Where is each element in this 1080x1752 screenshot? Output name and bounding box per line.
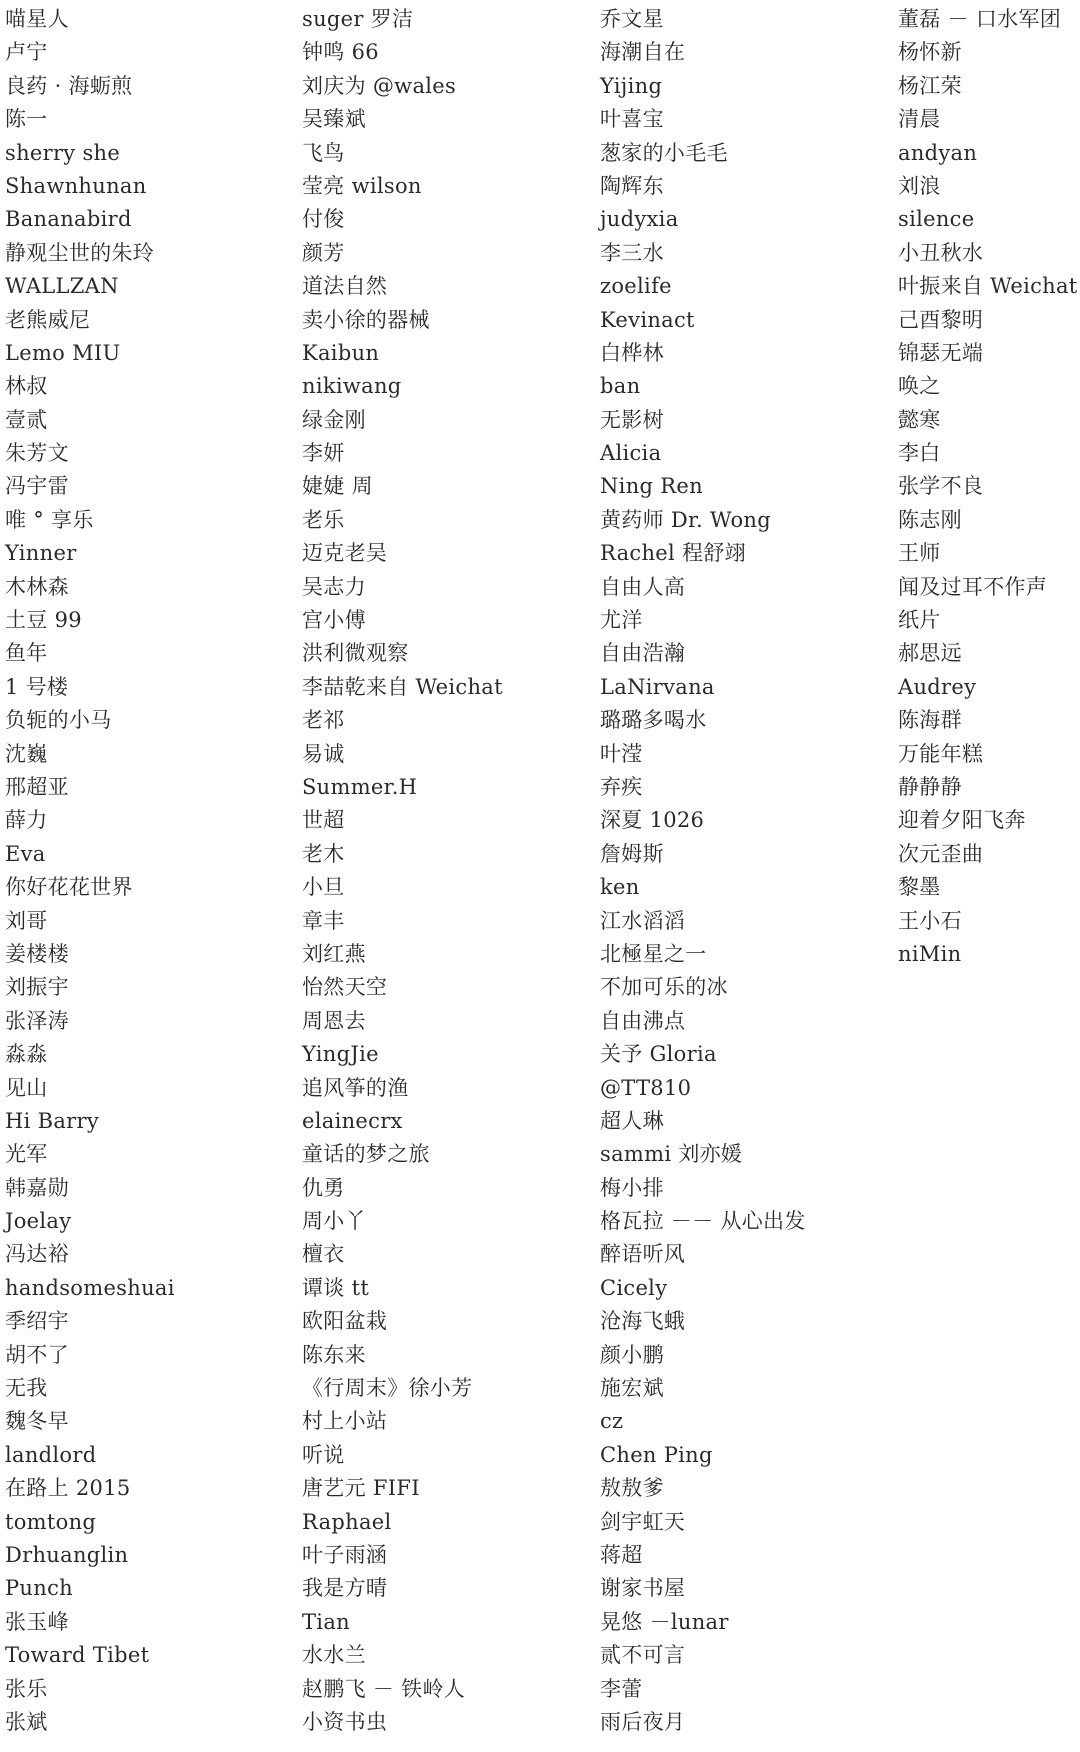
list-item: 林叔 bbox=[5, 374, 48, 399]
list-item: 周小丫 bbox=[302, 1209, 366, 1234]
list-item: 叶子雨涵 bbox=[302, 1542, 388, 1567]
list-item: 道法自然 bbox=[302, 274, 388, 299]
list-item: 万能年糕 bbox=[898, 741, 984, 766]
list-item: 尤洋 bbox=[600, 608, 643, 633]
list-item: 姜楼楼 bbox=[5, 941, 69, 966]
list-item: 迈克老吴 bbox=[302, 541, 388, 566]
list-item: 陈一 bbox=[5, 107, 48, 132]
list-item: 莹亮 wilson bbox=[302, 173, 422, 198]
list-item: 叶振来自 Weichat bbox=[898, 274, 1078, 299]
list-item: 黎墨 bbox=[898, 875, 941, 900]
list-item: 醉语听风 bbox=[600, 1242, 686, 1267]
list-item: 黄药师 Dr. Wong bbox=[600, 507, 771, 532]
list-item: 刘哥 bbox=[5, 908, 48, 933]
name-column-1 bbox=[5, 3, 175, 1739]
list-item: 纸片 bbox=[898, 608, 941, 633]
list-item: Kevinact bbox=[600, 307, 695, 332]
list-item: 懿寒 bbox=[898, 407, 941, 432]
list-item: Cicely bbox=[600, 1275, 668, 1300]
list-item: 己酉黎明 bbox=[898, 307, 984, 332]
list-item: 追风筝的渔 bbox=[302, 1075, 409, 1100]
list-item: 付俊 bbox=[302, 207, 345, 232]
list-item: 你好花花世界 bbox=[5, 875, 133, 900]
list-item: 陈东来 bbox=[302, 1342, 366, 1367]
list-item: 鱼年 bbox=[5, 641, 48, 666]
list-item: tomtong bbox=[5, 1509, 97, 1534]
list-item: 无我 bbox=[5, 1376, 48, 1401]
list-item: 章丰 bbox=[302, 908, 345, 933]
list-item: 张泽涛 bbox=[5, 1008, 69, 1033]
list-item: silence bbox=[898, 207, 975, 232]
list-item: 陶辉东 bbox=[600, 173, 664, 198]
list-item: 詹姆斯 bbox=[600, 841, 664, 866]
name-column-4 bbox=[898, 3, 1078, 971]
list-item: 欧阳盆栽 bbox=[302, 1309, 388, 1334]
list-item: @TT810 bbox=[600, 1075, 692, 1100]
list-item: zoelife bbox=[600, 274, 672, 299]
list-item: Yinner bbox=[5, 541, 77, 566]
list-item: 周恩去 bbox=[302, 1008, 366, 1033]
list-item: 卖小徐的器械 bbox=[302, 307, 430, 332]
list-item: 喵星人 bbox=[5, 7, 69, 31]
list-item: 张斌 bbox=[5, 1709, 48, 1734]
list-item: 良药 · 海蛎煎 bbox=[5, 73, 133, 98]
list-item: 王师 bbox=[898, 541, 941, 566]
list-item: Kaibun bbox=[302, 340, 380, 365]
list-item: 李喆乾来自 Weichat bbox=[302, 674, 503, 699]
list-item: 吴臻斌 bbox=[302, 107, 366, 132]
list-item: 锦瑟无端 bbox=[898, 340, 984, 365]
list-item: 北極星之一 bbox=[600, 941, 707, 966]
list-item: 土豆 99 bbox=[5, 608, 82, 633]
list-item: niMin bbox=[898, 941, 962, 966]
list-item: 飞鸟 bbox=[302, 140, 345, 165]
list-item: 赵鹏飞 － 铁岭人 bbox=[302, 1676, 466, 1701]
list-item: andyan bbox=[898, 140, 978, 165]
list-item: Drhuanglin bbox=[5, 1542, 129, 1567]
list-item: Audrey bbox=[898, 674, 977, 699]
list-item: sherry she bbox=[5, 140, 121, 165]
list-item: 自由人高 bbox=[600, 574, 686, 599]
list-item: 李妍 bbox=[302, 441, 345, 466]
list-item: 刘浪 bbox=[898, 173, 941, 198]
list-item: Rachel 程舒翊 bbox=[600, 541, 746, 566]
list-item: 唯 ° 享乐 bbox=[5, 507, 94, 532]
list-item: 薛力 bbox=[5, 808, 48, 833]
list-item: 见山 bbox=[5, 1075, 48, 1100]
list-item: 雨后夜月 bbox=[600, 1709, 686, 1734]
list-item: 宫小傅 bbox=[302, 608, 366, 633]
list-item: Ning Ren bbox=[600, 474, 703, 499]
list-item: 老乐 bbox=[302, 507, 345, 532]
list-item: Summer.H bbox=[302, 774, 418, 799]
list-item: 江水滔滔 bbox=[600, 908, 686, 933]
list-item: 邢超亚 bbox=[5, 774, 69, 799]
list-item: 冯宇雷 bbox=[5, 474, 69, 499]
list-item: 朱芳文 bbox=[5, 441, 69, 466]
list-item: 格瓦拉 －－ 从心出发 bbox=[600, 1209, 806, 1234]
list-item: 叶滢 bbox=[600, 741, 643, 766]
list-item: 小丑秋水 bbox=[898, 240, 984, 265]
list-item: 壹贰 bbox=[5, 407, 48, 432]
list-item: 葱家的小毛毛 bbox=[600, 140, 728, 165]
list-item: 吴志力 bbox=[302, 574, 366, 599]
list-item: 谢家书屋 bbox=[600, 1576, 686, 1601]
list-item: Chen Ping bbox=[600, 1442, 713, 1467]
list-item: 在路上 2015 bbox=[5, 1476, 131, 1501]
list-item: 绿金刚 bbox=[302, 407, 366, 432]
list-item: 张玉峰 bbox=[5, 1609, 69, 1634]
list-item: 洪利微观察 bbox=[302, 641, 409, 666]
list-item: suger 罗洁 bbox=[302, 7, 414, 31]
list-item: 童话的梦之旅 bbox=[302, 1142, 430, 1167]
list-item: 老熊威尼 bbox=[5, 307, 91, 332]
list-item: 董磊 － 口水军团 bbox=[898, 7, 1062, 31]
list-item: Yijing bbox=[600, 73, 663, 98]
list-item: 唤之 bbox=[898, 374, 941, 399]
list-item: 小资书虫 bbox=[302, 1709, 388, 1734]
list-item: 杨怀新 bbox=[898, 40, 962, 65]
list-item: 怡然天空 bbox=[302, 975, 388, 1000]
list-item: WALLZAN bbox=[5, 274, 119, 299]
list-item: 季绍宇 bbox=[5, 1309, 69, 1334]
list-item: 颜小鹏 bbox=[600, 1342, 664, 1367]
list-item: 木林森 bbox=[5, 574, 69, 599]
list-item: 迎着夕阳飞奔 bbox=[898, 808, 1026, 833]
list-item: landlord bbox=[5, 1442, 97, 1467]
list-item: cz bbox=[600, 1409, 624, 1434]
list-item: Alicia bbox=[600, 441, 662, 466]
list-item: 自由浩瀚 bbox=[600, 641, 686, 666]
list-item: 陈海群 bbox=[898, 708, 962, 733]
list-item: ken bbox=[600, 875, 640, 900]
list-item: 刘庆为 @wales bbox=[302, 73, 457, 98]
list-item: 贰不可言 bbox=[600, 1643, 686, 1668]
list-item: judyxia bbox=[600, 207, 679, 232]
list-item: 李白 bbox=[898, 441, 941, 466]
list-item: 杨江荣 bbox=[898, 73, 962, 98]
list-item: 陈志刚 bbox=[898, 507, 962, 532]
list-item: 璐璐多喝水 bbox=[600, 708, 707, 733]
list-item: LaNirvana bbox=[600, 674, 715, 699]
list-item: 魏冬早 bbox=[5, 1409, 69, 1434]
list-item: 郝思远 bbox=[898, 641, 962, 666]
list-item: 仇勇 bbox=[302, 1175, 345, 1200]
list-item: 世超 bbox=[302, 808, 345, 833]
list-item: handsomeshuai bbox=[5, 1275, 175, 1300]
list-item: 张学不良 bbox=[898, 474, 984, 499]
list-item: 唐艺元 FIFI bbox=[302, 1476, 420, 1501]
list-item: nikiwang bbox=[302, 374, 402, 399]
list-item: 沧海飞蛾 bbox=[600, 1309, 686, 1334]
list-item: 超人琳 bbox=[600, 1108, 664, 1133]
list-item: Shawnhunan bbox=[5, 173, 147, 198]
list-item: 我是方晴 bbox=[302, 1576, 388, 1601]
list-item: 水水兰 bbox=[302, 1643, 366, 1668]
list-item: 李三水 bbox=[600, 240, 664, 265]
list-item: 韩嘉勋 bbox=[5, 1175, 69, 1200]
list-item: Bananabird bbox=[5, 207, 132, 232]
list-item: 梅小排 bbox=[600, 1175, 664, 1200]
list-item: 村上小站 bbox=[302, 1409, 388, 1434]
list-item: 刘红燕 bbox=[302, 941, 366, 966]
list-item: 闻及过耳不作声 bbox=[898, 574, 1048, 599]
list-item: 《行周末》徐小芳 bbox=[302, 1376, 473, 1401]
list-item: YingJie bbox=[302, 1042, 379, 1067]
list-item: ban bbox=[600, 374, 641, 399]
list-item: 王小石 bbox=[898, 908, 962, 933]
list-item: 老祁 bbox=[302, 708, 345, 733]
list-item: 施宏斌 bbox=[600, 1376, 664, 1401]
list-item: elainecrx bbox=[302, 1108, 403, 1133]
list-item: 谭谈 tt bbox=[302, 1275, 370, 1300]
list-item: sammi 刘亦媛 bbox=[600, 1142, 743, 1167]
list-item: 老木 bbox=[302, 841, 345, 866]
list-item: 乔文星 bbox=[600, 7, 664, 31]
list-item: Hi Barry bbox=[5, 1108, 99, 1133]
list-item: Joelay bbox=[5, 1209, 72, 1234]
list-item: 檀衣 bbox=[302, 1242, 345, 1267]
list-item: 晃悠 －lunar bbox=[600, 1609, 729, 1634]
list-item: Tian bbox=[302, 1609, 350, 1634]
list-item: 关予 Gloria bbox=[600, 1042, 717, 1067]
list-item: 叶喜宝 bbox=[600, 107, 664, 132]
list-item: 钟鸣 66 bbox=[302, 40, 379, 65]
list-item: 小旦 bbox=[302, 875, 345, 900]
list-item: 次元歪曲 bbox=[898, 841, 984, 866]
list-item: 静观尘世的朱玲 bbox=[5, 240, 155, 265]
list-item: 海潮自在 bbox=[600, 40, 686, 65]
list-item: 敖敖爹 bbox=[600, 1476, 664, 1501]
list-item: Toward Tibet bbox=[5, 1643, 150, 1668]
list-item: 胡不了 bbox=[5, 1342, 69, 1367]
list-item: 颜芳 bbox=[302, 240, 345, 265]
list-item: 婕婕 周 bbox=[302, 474, 373, 499]
list-item: 不加可乐的冰 bbox=[600, 975, 728, 1000]
list-item: Eva bbox=[5, 841, 46, 866]
list-item: 负轭的小马 bbox=[5, 708, 112, 733]
list-item: Raphael bbox=[302, 1509, 392, 1534]
name-column-2 bbox=[302, 3, 503, 1739]
list-item: 静静静 bbox=[898, 774, 962, 799]
list-item: Lemo MIU bbox=[5, 340, 121, 365]
list-item: Punch bbox=[5, 1576, 73, 1601]
list-item: 白桦林 bbox=[600, 340, 664, 365]
list-item: 1 号楼 bbox=[5, 674, 69, 699]
list-item: 淼淼 bbox=[5, 1042, 48, 1067]
list-item: 易诚 bbox=[302, 741, 345, 766]
list-item: 蒋超 bbox=[600, 1542, 643, 1567]
list-item: 卢宁 bbox=[5, 40, 48, 65]
list-item: 张乐 bbox=[5, 1676, 48, 1701]
list-item: 李蕾 bbox=[600, 1676, 643, 1701]
list-item: 无影树 bbox=[600, 407, 664, 432]
list-item: 沈巍 bbox=[5, 741, 48, 766]
list-item: 光军 bbox=[5, 1142, 48, 1167]
list-item: 冯达裕 bbox=[5, 1242, 69, 1267]
list-item: 剑宇虹天 bbox=[600, 1509, 686, 1534]
list-item: 弃疾 bbox=[600, 774, 643, 799]
list-item: 听说 bbox=[302, 1442, 345, 1467]
list-item: 深夏 1026 bbox=[600, 808, 705, 833]
list-item: 自由沸点 bbox=[600, 1008, 686, 1033]
list-item: 清晨 bbox=[898, 107, 941, 132]
list-item: 刘振宇 bbox=[5, 975, 69, 1000]
name-column-3 bbox=[600, 3, 806, 1739]
